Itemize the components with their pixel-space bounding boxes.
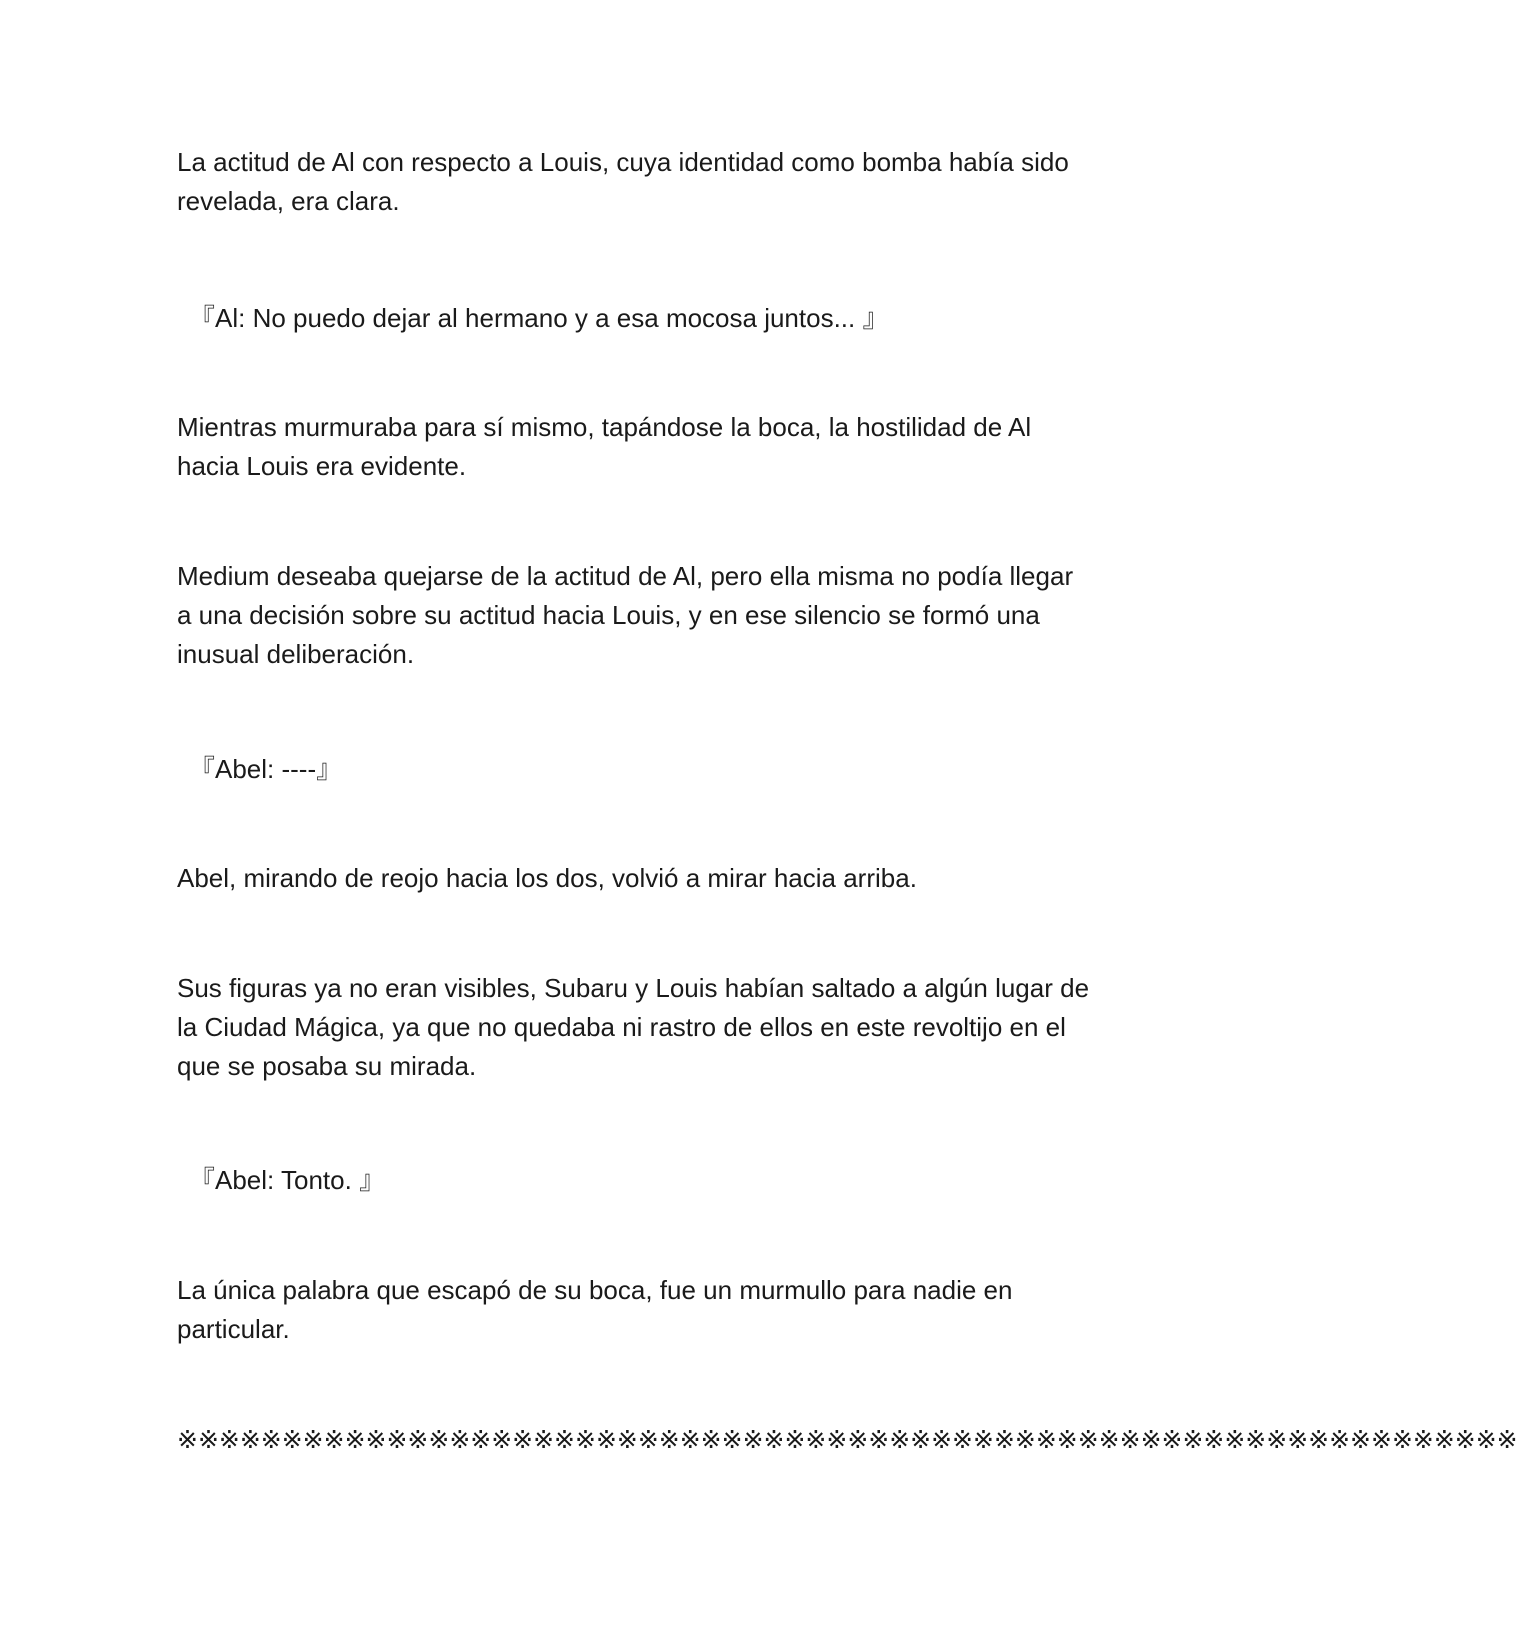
paragraph-6-line-2: particular.	[177, 1314, 290, 1344]
paragraph-1-line-1: La actitud de Al con respecto a Louis, cuya identidad como bomba había sido	[177, 147, 1069, 177]
dialogue-abel-2	[189, 1161, 1119, 1200]
dialogue-al-line: 『Al: No puedo dejar al hermano y a esa mocosa juntos... 』	[189, 303, 889, 333]
paragraph-3-line-1: Medium deseaba quejarse de la actitud de Al, pero ella misma no podía llegar	[177, 561, 1074, 591]
paragraph-6	[177, 1271, 1107, 1349]
paragraph-3	[177, 557, 1107, 674]
paragraph-2	[177, 408, 1107, 486]
paragraph-5-line-1: Sus figuras ya no eran visibles, Subaru y Louis habían saltado a algún lugar de	[177, 973, 1090, 1003]
paragraph-2-line-2: hacia Louis era evidente.	[177, 451, 467, 481]
paragraph-4	[177, 859, 1107, 898]
paragraph-1-line-2: revelada, era clara.	[177, 186, 400, 216]
paragraph-5-line-3: que se posaba su mirada.	[177, 1051, 477, 1081]
scene-separator: ※※※※※※※※※※※※※※※※※※※※※※※※※※※※※※※※※※※※※※※※※※※※※※※※※※※※※※※※※※※※※※※※	[177, 1425, 1518, 1454]
paragraph-5-line-2: la Ciudad Mágica, ya que no quedaba ni rastro de ellos en este revoltijo en el	[177, 1012, 1066, 1042]
paragraph-5	[177, 969, 1107, 1086]
paragraph-2-line-1: Mientras murmuraba para sí mismo, tapándose la boca, la hostilidad de Al	[177, 412, 1032, 442]
dialogue-abel-1	[189, 750, 1119, 789]
dialogue-al	[189, 299, 1119, 338]
dialogue-abel-2-line: 『Abel: Tonto. 』	[189, 1165, 386, 1195]
paragraph-4-line-1: Abel, mirando de reojo hacia los dos, volvió a mirar hacia arriba.	[177, 863, 917, 893]
paragraph-1	[177, 143, 1107, 221]
paragraph-3-line-2: a una decisión sobre su actitud hacia Louis, y en ese silencio se formó una	[177, 600, 1040, 630]
dialogue-abel-1-line: 『Abel: ----』	[189, 754, 343, 784]
paragraph-6-line-1: La única palabra que escapó de su boca, fue un murmullo para nadie en	[177, 1275, 1013, 1305]
paragraph-3-line-3: inusual deliberación.	[177, 639, 415, 669]
